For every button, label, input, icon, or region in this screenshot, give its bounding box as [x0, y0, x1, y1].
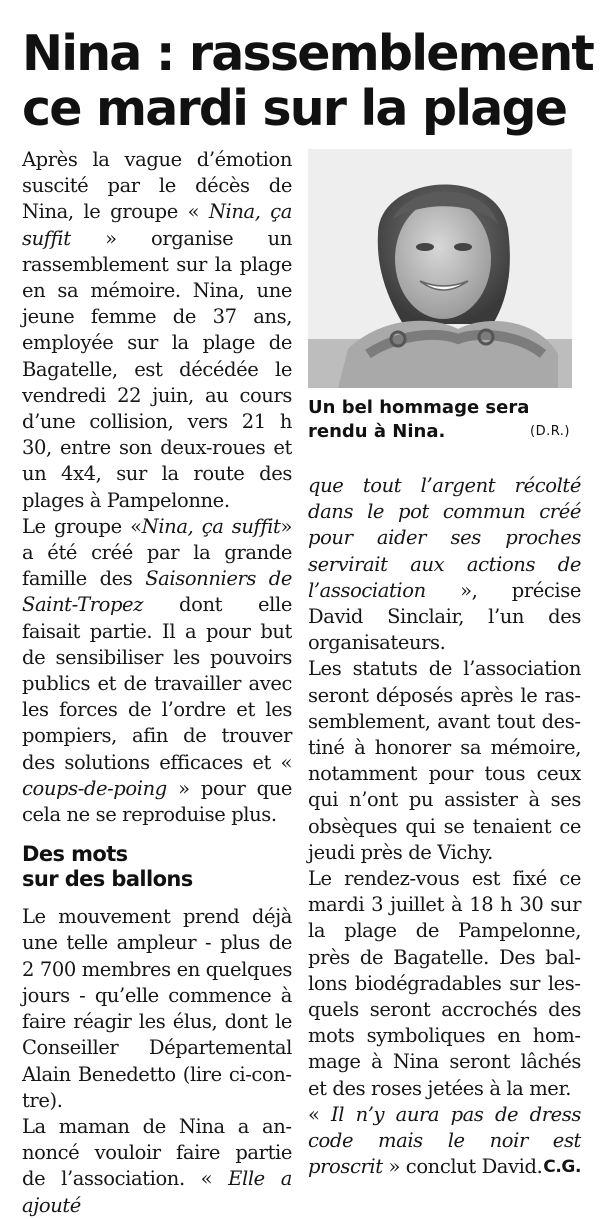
paragraph-4: La maman de Nina a annoncé vouloir faire partie de l’association. « Elle a ajouté [22, 1114, 292, 1217]
subhead-line-2: sur des ballons [22, 867, 193, 892]
portrait-photo [308, 149, 572, 388]
headline-line-1: Nina : rassemblement [22, 25, 594, 82]
headline-line-2: ce mardi sur la plage [22, 80, 567, 137]
section-subhead [22, 842, 292, 892]
photo-caption [308, 396, 570, 444]
paragraph-4-continued: que tout l’argent récolté dans le pot commun créé pour aider ses proches servirait aux actions de l’association », précise David Sinclair, l’un des organisateurs. [308, 474, 581, 655]
paragraph-2: Le groupe «Nina, ça suffit» a été créé par la grande famille des Saisonniers de Saint-Tropez dont elle faisait partie. Il a pour but de sensibiliser les pouvoirs publics et de travailler avec les forces de l’ordre et les pompiers, afin de trouver des solutions efficaces et « coups-de-poing » pour que cela ne se reproduise plus. [22, 514, 293, 827]
article-headline [22, 26, 597, 136]
article-column-right [308, 473, 581, 1180]
portrait-illustration [308, 149, 572, 388]
paragraph-1: Après la vague d’émotion suscité par le décès de Nina, le groupe « Nina, ça suffit » organise un rassemblement sur la plage en sa mémoire. Nina, une jeune femme de 37 ans, employée sur la plage de Bagatelle, est décédée le vendredi 22 juin, au cours d’une collision, vers 21 h 30, entre son deux-roues et un 4x4, sur la route des plages à Pampelonne. [22, 148, 293, 512]
article-column-left [22, 147, 292, 1219]
paragraph-5: Les statuts de l’association seront déposés après le rassemblement, avant tout destiné à honorer sa mémoire, notamment pour tous ceux qui n’ont pu assister à ses obsèques qui se tenaient ce jeudi près de Vichy. [308, 657, 581, 864]
closing-quote: « Il n’y aura pas de dress code mais le noir est proscrit » conclut David. [308, 1102, 581, 1179]
photo-credit: (D.R.) [530, 424, 570, 439]
author-signature: C.G. [543, 1157, 581, 1178]
paragraph-7 [308, 1102, 581, 1181]
subhead-line-1: Des mots [22, 842, 128, 867]
caption-text: Un bel hommage sera rendu à Nina. [308, 397, 530, 442]
paragraph-6: Le rendez-vous est fixé ce mardi 3 juillet à 18 h 30 sur la plage de Pampelonne, près de Bagatelle. Des ballons biodégradables sur lesquels seront accrochés des mots symboliques en hommage à Nina seront lâchés et des roses jetées à la mer. [308, 867, 581, 1100]
paragraph-3: Le mouvement prend déjà une telle ampleur - plus de 2 700 membres en quelques jours - qu’elle commence à faire réagir les élus, dont le Conseiller Départemental Alain Benedetto (lire ci-contre). [22, 905, 292, 1112]
